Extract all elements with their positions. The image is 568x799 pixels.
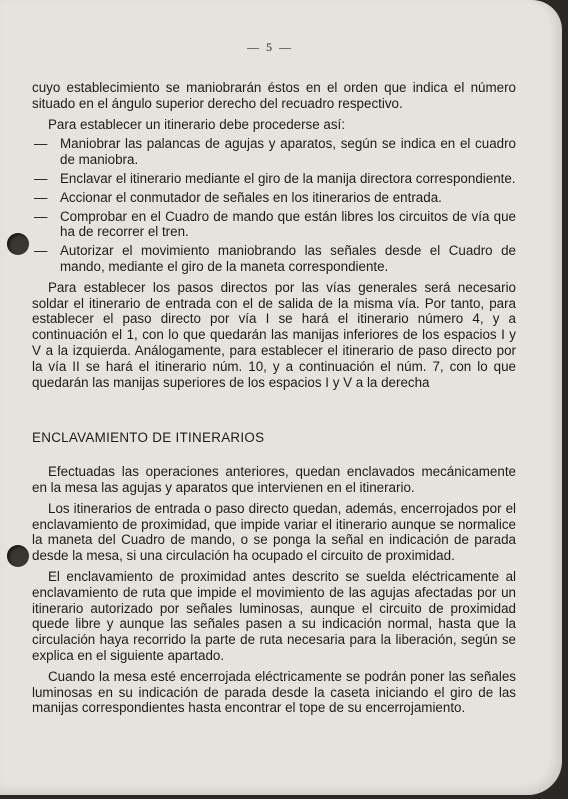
list-item-text: Comprobar en el Cuadro de mando que están libres los circuitos de vía que ha de recorrer el tren. <box>60 208 516 240</box>
section-paragraph: El enclavamiento de proximidad antes descrito se suelda eléctricamente al enclavamiento de ruta que impide el movimiento de las agujas afectadas por un itinerario autorizado por señales luminosas, aunque el circuito de proximidad quede libre y aunque las señales pasen a su indicación normal, hasta que la circulación haya recorrido la parte de ruta necesaria para la liberación, según se explica en el siguiente apartado. <box>32 568 516 663</box>
list-item <box>34 190 516 206</box>
list-item-text: Maniobrar las palancas de agujas y aparatos, según se indica en el cuadro de maniobra. <box>60 136 516 168</box>
section-paragraph: Cuando la mesa esté encerrojada eléctricamente se podrán poner las señales luminosas en su indicación de parada desde la caseta iniciando el giro de las manijas correspondientes hasta encontrar el tope de su encerrojamiento. <box>32 668 516 716</box>
list-item <box>34 171 516 187</box>
document-body <box>32 80 516 716</box>
dash-bullet: — <box>34 189 48 205</box>
procedure-list <box>34 136 516 274</box>
binder-hole-icon <box>7 233 29 255</box>
list-item-text: Accionar el conmutador de señales en los itinerarios de entrada. <box>60 189 442 205</box>
dash-bullet: — <box>34 136 48 152</box>
list-item-text: Enclavar el itinerario mediante el giro de la manija directora correspondiente. <box>60 170 516 186</box>
list-item <box>34 136 516 168</box>
direct-passes-paragraph: Para establecer los pasos directos por las vías generales será necesario soldar el itinerario de entrada con el de salida de la misma vía. Por tanto, para establecer el paso directo por vía I se hará el itinerario número 4, y a continuación el 1, con lo que quedarán las manijas inferiores de los espacios I y V a la izquierda. Análogamente, para establecer el itinerario de paso directo por la vía II se hará el itinerario núm. 10, y a continuación el núm. 7, con lo que quedarán las manijas superiores de los espacios I y V a la derecha <box>32 279 516 390</box>
procedure-intro: Para establecer un itinerario debe procederse así: <box>48 116 346 132</box>
dash-bullet: — <box>34 208 48 224</box>
binder-hole-icon <box>7 545 29 567</box>
list-item-text: Autorizar el movimiento maniobrando las señales desde el Cuadro de mando, mediante el giro de la maneta correspondiente. <box>60 243 516 274</box>
list-item <box>34 209 516 241</box>
list-item <box>34 243 516 275</box>
section-paragraph: Los itinerarios de entrada o paso directo quedan, además, encerrojados por el enclavamiento de proximidad, que impide variar el itinerario aunque se normalice la maneta del Cuadro de mando, o se ponga la señal en indicación de parada desde la mesa, si una circulación ha ocupado el circuito de proximidad. <box>32 500 516 564</box>
section-heading: ENCLAVAMIENTO DE ITINERARIOS <box>32 430 265 446</box>
page-number: — 5 — <box>247 40 293 54</box>
dash-bullet: — <box>34 170 48 186</box>
intro-paragraph: cuyo establecimiento se maniobrarán éstos en el orden que indica el número situado en el ángulo superior derecho del recuadro respectivo. <box>32 80 516 111</box>
section-paragraph: Efectuadas las operaciones anteriores, quedan enclavados mecánicamente en la mesa las agujas y aparatos que intervienen en el itinerario. <box>32 464 516 495</box>
dash-bullet: — <box>34 243 48 259</box>
